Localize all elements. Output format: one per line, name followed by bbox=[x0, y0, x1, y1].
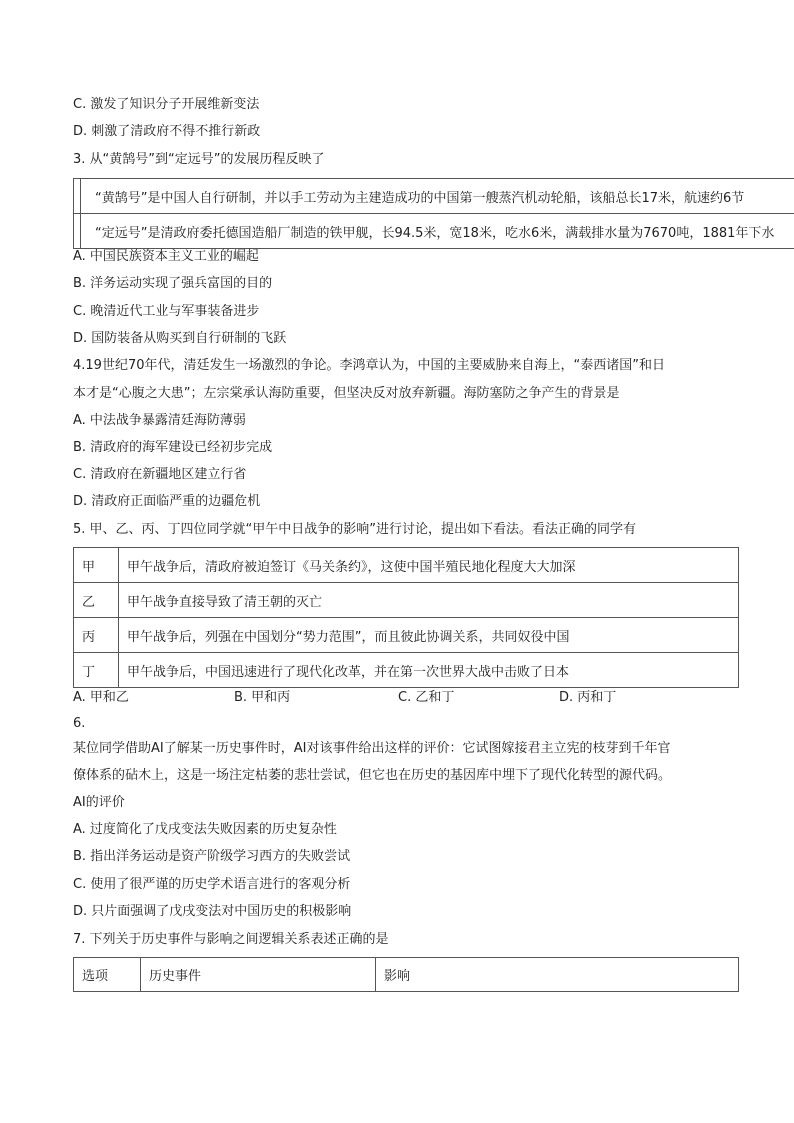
table-row bbox=[74, 618, 739, 653]
q5-option-b: B. 甲和丙 bbox=[234, 690, 291, 705]
table-cell bbox=[74, 214, 81, 249]
q3-stem: 3. 从“黄鹄号”到“定远号”的发展历程反映了 bbox=[73, 152, 325, 167]
q3-option-d: D. 国防装备从购买到自行研制的飞跃 bbox=[73, 331, 287, 346]
q4-stem-line1: 4.19世纪70年代，清廷发生一场激烈的争论。李鸿章认为，中国的主要威胁来自海上，“泰西诸国”和日 bbox=[73, 358, 665, 373]
q5-option-c: C. 乙和丁 bbox=[398, 690, 455, 705]
table-row bbox=[74, 653, 739, 688]
table-row bbox=[74, 179, 794, 214]
q3-option-a: A. 中国民族资本主义工业的崛起 bbox=[73, 249, 259, 264]
q6-line3: AI的评价 bbox=[73, 795, 125, 810]
q4-option-a: A. 中法战争暴露清廷海防薄弱 bbox=[73, 413, 246, 428]
q3-row-1: “黄鹄号”是中国人自行研制，并以手工劳动为主建造成功的中国第一艘蒸汽机动轮船，该船总长17米，航速约6节 bbox=[81, 179, 794, 214]
q5-option-a: A. 甲和乙 bbox=[73, 690, 129, 705]
q3-row-2: “定远号”是清政府委托德国造船厂制造的铁甲舰，长94.5米，宽18米，吃水6米，满载排水量为7670吨，1881年下水 bbox=[81, 214, 794, 249]
q7-stem: 7. 下列关于历史事件与影响之间逻辑关系表述正确的是 bbox=[73, 932, 389, 947]
q5-view-4: 甲午战争后，中国迅速进行了现代化改革，并在第一次世界大战中击败了日本 bbox=[119, 653, 739, 688]
q4-option-c: C. 清政府在新疆地区建立行省 bbox=[73, 467, 247, 482]
q4-option-b: B. 清政府的海军建设已经初步完成 bbox=[73, 440, 273, 455]
q6-line1: 某位同学借助AI了解某一历史事件时，AI对该事件给出这样的评价：它试图嫁接君主立宪的枝芽到千年官 bbox=[73, 741, 671, 756]
q5-student-2: 乙 bbox=[74, 583, 119, 618]
table-header-row bbox=[74, 958, 739, 992]
q5-table bbox=[73, 547, 739, 688]
table-row bbox=[74, 548, 739, 583]
prev-option-c: C. 激发了知识分子开展维新变法 bbox=[73, 97, 260, 112]
q5-view-3: 甲午战争后，列强在中国划分“势力范围”，而且彼此协调关系，共同奴役中国 bbox=[119, 618, 739, 653]
q6-option-c: C. 使用了很严谨的历史学术语言进行的客观分析 bbox=[73, 877, 351, 892]
q6-option-b: B. 指出洋务运动是资产阶级学习西方的失败尝试 bbox=[73, 849, 351, 864]
q6-option-a: A. 过度简化了戊戌变法失败因素的历史复杂性 bbox=[73, 822, 337, 837]
q5-stem: 5. 甲、乙、丙、丁四位同学就“甲午中日战争的影响”进行讨论，提出如下看法。看法正确的同学有 bbox=[73, 522, 637, 537]
prev-option-d: D. 刺激了清政府不得不推行新政 bbox=[73, 124, 261, 139]
q3-option-c: C. 晚清近代工业与军事装备进步 bbox=[73, 304, 260, 319]
table-row bbox=[74, 583, 739, 618]
q5-student-4: 丁 bbox=[74, 653, 119, 688]
q3-table bbox=[73, 178, 794, 249]
q5-student-3: 丙 bbox=[74, 618, 119, 653]
q5-option-d: D. 丙和丁 bbox=[559, 690, 617, 705]
q3-option-b: B. 洋务运动实现了强兵富国的目的 bbox=[73, 276, 273, 291]
table-row bbox=[74, 214, 794, 249]
q7-header-event: 历史事件 bbox=[141, 958, 376, 992]
q5-student-1: 甲 bbox=[74, 548, 119, 583]
q7-header-impact: 影响 bbox=[376, 958, 739, 992]
table-cell bbox=[74, 179, 81, 214]
q5-view-1: 甲午战争后，清政府被迫签订《马关条约》，这使中国半殖民地化程度大大加深 bbox=[119, 548, 739, 583]
q4-option-d: D. 清政府正面临严重的边疆危机 bbox=[73, 494, 261, 509]
q6-number: 6. bbox=[73, 716, 86, 731]
q4-stem-line2: 本才是“心腹之大患”；左宗棠承认海防重要，但坚决反对放弃新疆。海防塞防之争产生的背景是 bbox=[73, 386, 620, 401]
q6-line2: 僚体系的砧木上，这是一场注定枯萎的悲壮尝试，但它也在历史的基因库中埋下了现代化转型的源代码。 bbox=[73, 768, 672, 783]
q6-option-d: D. 只片面强调了戊戌变法对中国历史的积极影响 bbox=[73, 904, 352, 919]
q5-view-2: 甲午战争直接导致了清王朝的灭亡 bbox=[119, 583, 739, 618]
q7-table bbox=[73, 957, 739, 992]
q7-header-option: 选项 bbox=[74, 958, 141, 992]
